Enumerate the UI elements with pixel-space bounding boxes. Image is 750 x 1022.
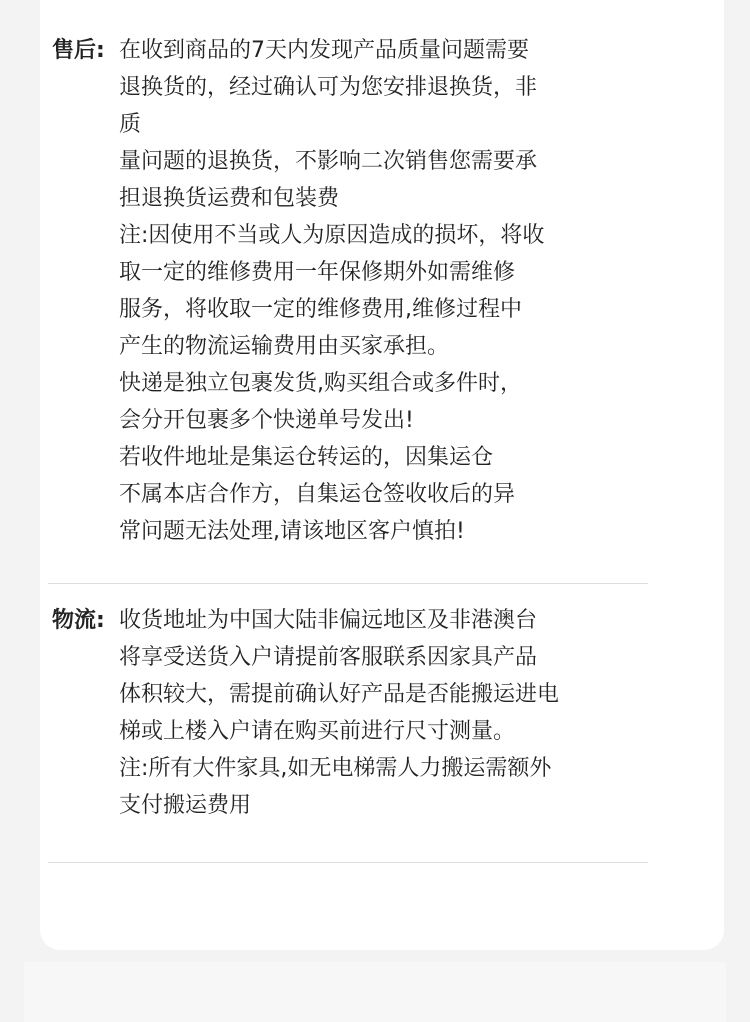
after-sales-label: 售后: — [52, 38, 105, 63]
section-divider — [48, 862, 648, 863]
logistics-section — [52, 602, 662, 824]
text-line: 担退换货运费和包装费 — [119, 186, 340, 211]
text-line: 质 — [119, 112, 142, 137]
logistics-text — [119, 602, 662, 824]
text-line: 取一定的维修费用一年保修期外如需维修 — [119, 260, 516, 285]
text-line: 退换货的，经过确认可为您安排退换货，非 — [119, 75, 538, 100]
text-line: 产生的物流运输费用由买家承担。 — [119, 334, 450, 359]
text-line: 将享受送货入户请提前客服联系因家具产品 — [119, 645, 538, 670]
text-line: 快递是独立包裹发货,购买组合或多件时， — [119, 371, 522, 396]
after-sales-section — [52, 32, 662, 550]
text-line: 注:所有大件家具,如无电梯需人力搬运需额外 — [119, 756, 552, 781]
text-line: 量问题的退换货，不影响二次销售您需要承 — [119, 149, 538, 174]
text-line: 支付搬运费用 — [119, 793, 252, 818]
text-line: 体积较大，需提前确认好产品是否能搬运进电 — [119, 682, 560, 707]
text-line: 不属本店合作方，自集运仓签收收后的异 — [119, 482, 516, 507]
text-line: 若收件地址是集运仓转运的，因集运仓 — [119, 445, 494, 470]
text-line: 梯或上楼入户请在购买前进行尺寸测量。 — [119, 719, 516, 744]
text-line: 在收到商品的7天内发现产品质量问题需要 — [119, 38, 529, 63]
after-sales-text — [119, 32, 662, 550]
text-line: 收货地址为中国大陆非偏远地区及非港澳台 — [119, 608, 538, 633]
text-line: 注:因使用不当或人为原因造成的损坏，将收 — [119, 223, 545, 248]
text-line: 常问题无法处理,请该地区客户慎拍! — [119, 519, 465, 544]
logistics-label: 物流: — [52, 608, 105, 633]
text-line: 服务，将收取一定的维修费用,维修过程中 — [119, 297, 522, 322]
text-line: 会分开包裹多个快递单号发出! — [119, 408, 414, 433]
bottom-strip — [24, 962, 726, 1022]
section-divider — [48, 583, 648, 584]
